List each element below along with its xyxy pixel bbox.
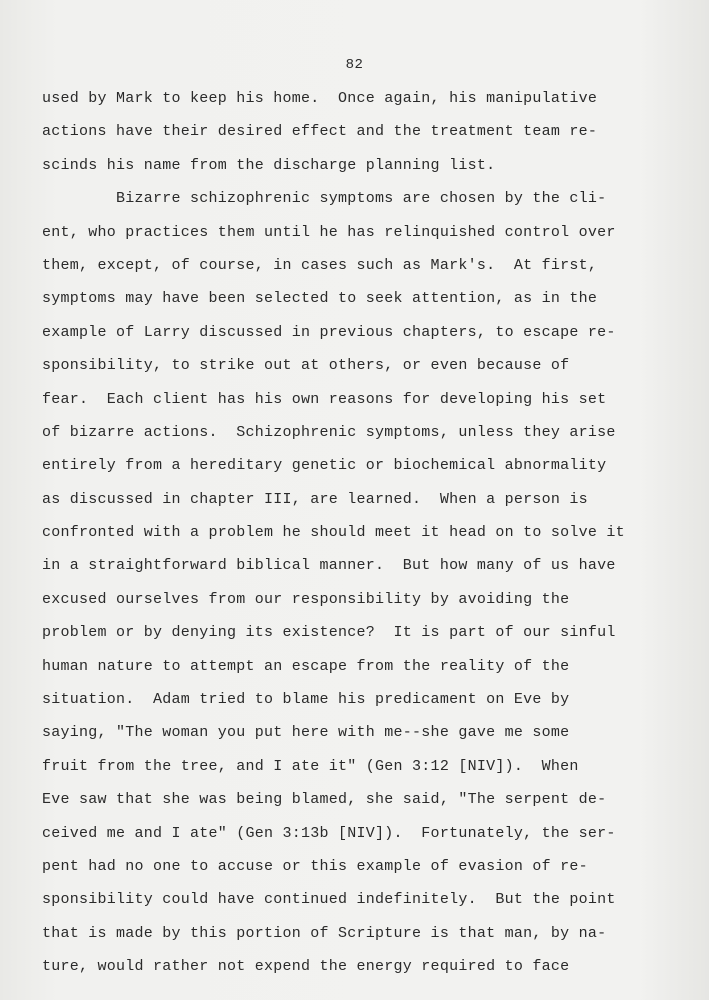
text-line: example of Larry discussed in previous chapters, to escape re-: [42, 323, 616, 341]
text-line: symptoms may have been selected to seek attention, as in the: [42, 290, 598, 308]
page-number: 82: [345, 57, 364, 73]
text-line: as discussed in chapter III, are learned. When a person is: [42, 490, 588, 508]
text-line: of bizarre actions. Schizophrenic symptoms, unless they arise: [42, 423, 616, 441]
text-line: Bizarre schizophrenic symptoms are chosen by the cli-: [42, 190, 607, 208]
text-line: human nature to attempt an escape from the reality of the: [42, 657, 570, 675]
text-line: Eve saw that she was being blamed, she said, "The serpent de-: [42, 791, 607, 809]
text-line: scinds his name from the discharge planning list.: [42, 156, 496, 174]
text-line: saying, "The woman you put here with me--she gave me some: [42, 724, 570, 742]
text-line: pent had no one to accuse or this example of evasion of re-: [42, 857, 588, 875]
text-line: confronted with a problem he should meet it head on to solve it: [42, 524, 625, 542]
text-line: sponsibility, to strike out at others, or even because of: [42, 357, 570, 375]
text-line: ture, would rather not expend the energy required to face: [42, 958, 570, 976]
text-line: in a straightforward biblical manner. But how many of us have: [42, 557, 616, 575]
text-line: used by Mark to keep his home. Once again, his manipulative: [42, 90, 598, 107]
text-line: sponsibility could have continued indefinitely. But the point: [42, 891, 616, 909]
text-line: ceived me and I ate" (Gen 3:13b [NIV]). Fortunately, the ser-: [42, 824, 616, 842]
text-line: fruit from the tree, and I ate it" (Gen 3:12 [NIV]). When: [42, 757, 579, 775]
text-line: ent, who practices them until he has relinquished control over: [42, 223, 616, 241]
text-line: that is made by this portion of Scripture is that man, by na-: [42, 924, 607, 942]
text-line: problem or by denying its existence? It is part of our sinful: [42, 624, 616, 642]
body-text: [42, 87, 682, 989]
text-line: excused ourselves from our responsibility by avoiding the: [42, 590, 570, 608]
text-line: actions have their desired effect and the treatment team re-: [42, 123, 598, 141]
text-line: situation. Adam tried to blame his predicament on Eve by: [42, 691, 570, 709]
text-line: entirely from a hereditary genetic or biochemical abnormality: [42, 457, 607, 475]
text-line: fear. Each client has his own reasons for developing his set: [42, 390, 607, 408]
text-line: them, except, of course, in cases such as Mark's. At first,: [42, 256, 598, 274]
